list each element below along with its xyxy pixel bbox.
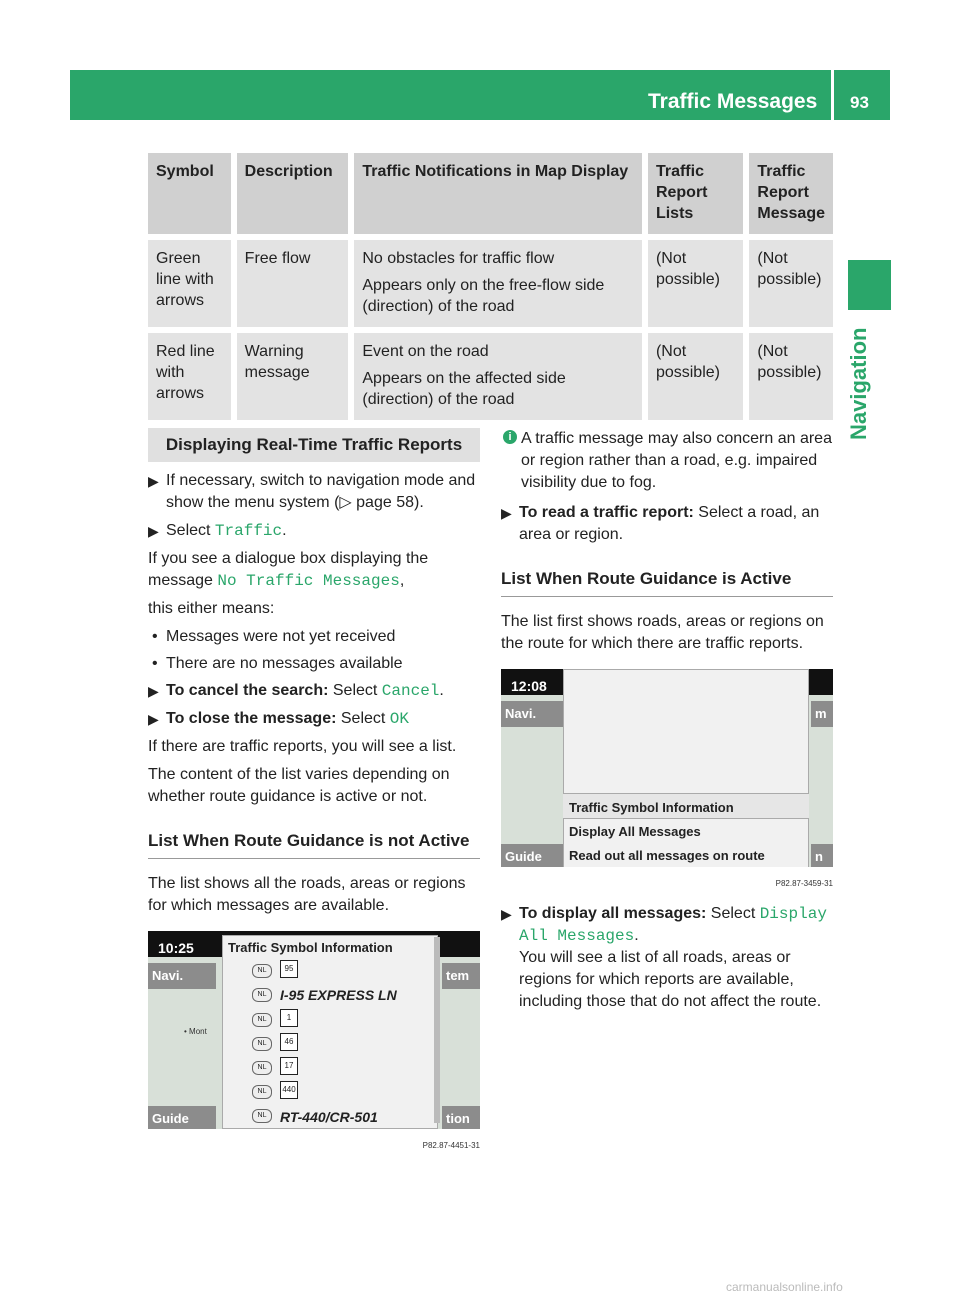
road-sign-icon: 440 [280,1081,298,1099]
paragraph [148,548,480,592]
page-header-title: Traffic Messages [648,90,818,113]
table-header-report-lists: Traffic Report Lists [642,153,743,234]
info-note [501,428,833,494]
paragraph: The list first shows roads, areas or regions on the route for which there are traffic reports. [501,613,824,652]
side-tab-marker [848,260,891,310]
guide-button: Guide [148,1106,216,1129]
section-title: Displaying Real-Time Traffic Reports [148,428,480,462]
right-softkey: tem [442,963,480,989]
paragraph: The content of the list varies depending on whether route guidance is active or not. [148,766,450,805]
right-softkey: tion [442,1106,480,1129]
table-header-symbol: Symbol [148,153,231,234]
info-icon: i [503,430,517,444]
list-item [148,653,480,675]
instruction-step [148,708,480,730]
instruction-step [148,680,480,702]
table-cell-text: No obstacles for traffic flow [362,250,555,267]
step-text: Select [706,905,760,922]
menu-option-cancel: Cancel [381,682,440,700]
step-label: To read a traffic report: [519,504,694,521]
table-cell-symbol: Red line with arrows [148,327,231,420]
road-sign-icon: 95 [280,960,298,978]
table-cell-symbol: Green line with arrows [148,234,231,327]
step-text: Select [336,710,390,727]
message-no-traffic: No Traffic Messages [217,572,400,590]
road-sign-icon: 46 [280,1033,298,1051]
right-softkey: m [811,701,833,727]
right-softkey: n [811,844,833,867]
table-cell-text: Appears on the affected side (direction) of the road [362,370,566,408]
step-text: . [439,682,444,699]
arrow-icon: ▶ [148,523,159,539]
navi-button: Navi. [148,963,216,989]
instruction-step [148,470,480,514]
table-header-description: Description [231,153,349,234]
table-cell-text: Event on the road [362,343,489,360]
badge-nl: NL [252,988,272,1002]
arrow-icon: ▶ [501,505,512,521]
table-header-report-message: Traffic Report Message [743,153,833,234]
badge-nl: NL [252,1109,272,1123]
step-label: To display all messages: [519,905,707,922]
step-label: To cancel the search: [166,682,329,699]
instruction-step [501,903,833,1013]
table-cell-notifications [348,327,642,420]
page-number: 93 [850,93,869,112]
clock-display: 12:08 [511,678,547,694]
badge-nl: NL [252,1013,272,1027]
arrow-icon: ▶ [148,473,159,489]
subsection-title: List When Route Guidance is not Active [148,822,480,859]
list-item [148,626,480,648]
paragraph-text: If you see a dialogue box displaying the message [148,550,429,589]
left-column [148,428,480,1157]
footer-watermark: carmanualsonline.info [726,1280,843,1294]
menu-option-display-all: Display All Messages [519,905,827,945]
road-sign-icon: 1 [280,1009,298,1027]
badge-nl: NL [252,1085,272,1099]
paragraph-text: , [399,572,405,589]
menu-item-read-out[interactable]: Read out all messages on route [569,848,765,863]
image-code: P82.87-3459-31 [775,879,833,888]
step-text: Select [166,522,215,539]
instruction-step [148,520,480,542]
screenshot-traffic-list [148,931,480,1129]
step-text: Select [328,682,382,699]
arrow-icon: ▶ [501,906,512,922]
menu-item-traffic-symbol-info[interactable]: Traffic Symbol Information [569,800,734,815]
menu-option-traffic: Traffic [214,522,283,540]
table-cell-report-lists: (Not possible) [642,234,743,327]
table-cell-text: Appears only on the free-flow side (direction) of the road [362,277,605,315]
info-text: A traffic message may also concern an area or region rather than a road, e.g. impaired visibility due to fog. [521,430,832,491]
step-text: Select a road, an area or region. [519,504,820,543]
bullet-icon: • [152,628,158,645]
subsection-title: List When Route Guidance is Active [501,560,833,597]
guide-button: Guide [501,844,565,867]
step-result-text: You will see a list of all roads, areas or regions for which reports are available, including those that do not affect the route. [519,949,822,1010]
clock-display: 10:25 [158,940,194,956]
menu-title: Traffic Symbol Information [228,940,393,955]
traffic-list-item[interactable]: I-95 EXPRESS LN [280,987,397,1003]
badge-nl: NL [252,1061,272,1075]
step-text: . [634,927,639,944]
table-cell-description: Warning message [231,327,349,420]
image-code: P82.87-4451-31 [422,1141,480,1150]
header-divider [831,70,834,120]
table-header-row [148,153,833,234]
menu-item-display-all[interactable]: Display All Messages [569,824,701,839]
instruction-step [501,502,833,546]
right-column [501,428,833,1019]
side-tab-label: Navigation [846,327,871,440]
traffic-symbol-table [148,153,833,420]
arrow-icon: ▶ [148,711,159,727]
table-cell-report-message: (Not possible) [743,234,833,327]
paragraph: The list shows all the roads, areas or regions for which messages are available. [148,875,466,914]
road-sign-icon: 17 [280,1057,298,1075]
table-header-notifications: Traffic Notifications in Map Display [348,153,642,234]
table-row [148,327,833,420]
traffic-list-item[interactable]: RT-440/CR-501 [280,1109,378,1125]
table-cell-notifications [348,234,642,327]
menu-option-ok: OK [389,710,409,728]
step-label: To close the message: [166,710,337,727]
table-cell-report-message: (Not possible) [743,327,833,420]
map-place-label: • Mont [184,1027,207,1036]
step-text: If necessary, switch to navigation mode and show the menu system (▷ page 58). [166,472,476,511]
table-row [148,234,833,327]
navi-button: Navi. [501,701,565,727]
badge-nl: NL [252,1037,272,1051]
list-item-text: Messages were not yet received [166,628,396,645]
paragraph: this either means: [148,600,275,617]
screenshot-route-list [501,669,833,867]
arrow-icon: ▶ [148,683,159,699]
table-cell-report-lists: (Not possible) [642,327,743,420]
paragraph: If there are traffic reports, you will see a list. [148,738,457,755]
scrollbar[interactable] [434,937,440,1123]
step-text: . [282,522,287,539]
bullet-icon: • [152,655,158,672]
badge-nl: NL [252,964,272,978]
list-item-text: There are no messages available [166,655,403,672]
table-cell-description: Free flow [231,234,349,327]
